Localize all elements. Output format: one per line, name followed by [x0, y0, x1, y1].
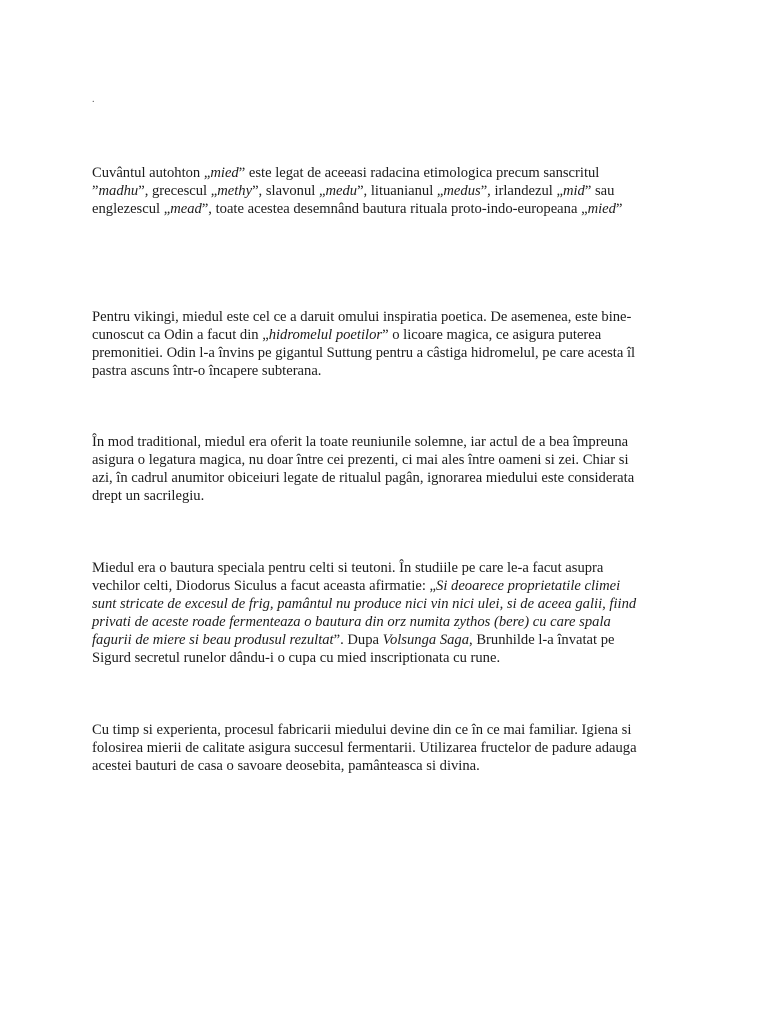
italic-text: mid: [562, 183, 585, 199]
italic-text: hidromelul poetilor: [268, 327, 383, 343]
text-line: [92, 559, 682, 577]
paragraph-vikings: [92, 308, 682, 380]
text-line: [92, 649, 682, 667]
text-segment: vechilor celti, Diodorus Siculus a facut aceasta afirmatie: „: [92, 578, 437, 594]
italic-text: privati de aceste roade fermenteaza o bautura din orz numita zythos (bere) cu care spala: [92, 614, 611, 630]
text-line: [92, 631, 682, 649]
text-segment: Miedul era o bautura speciala pentru celti si teutoni. În studiile pe care le-a facut asupra: [92, 560, 604, 576]
text-segment: premonitiei. Odin l-a învins pe gigantul Suttung pentru a câstiga hidromelul, pe care acesta îl: [92, 345, 636, 361]
text-segment: ” sau: [584, 183, 615, 199]
text-line: [92, 613, 682, 631]
italic-text: sunt stricate de excesul de frig, pamântul nu produce nici vin nici ulei, si de aceea galii, fiind: [92, 596, 637, 612]
text-segment: , Brunhilde l-a învatat pe: [469, 632, 615, 648]
page-marker: .: [92, 94, 95, 105]
text-segment: pastra ascuns într-o încapere subterana.: [92, 363, 322, 379]
text-segment: ”, slavonul „: [252, 183, 326, 199]
italic-text: mied: [587, 201, 616, 217]
text-line: [92, 308, 682, 326]
paragraph-etymology: [92, 164, 682, 218]
italic-text: Volsunga Saga: [382, 632, 470, 648]
text-segment: ”, irlandezul „: [480, 183, 563, 199]
italic-text: fagurii de miere si beau produsul rezultat: [92, 632, 334, 648]
italic-text: medu: [325, 183, 358, 199]
italic-text: mied: [210, 165, 239, 181]
text-line: [92, 362, 682, 380]
text-segment: Sigurd secretul runelor dându-i o cupa cu mied inscriptionata cu rune.: [92, 650, 501, 666]
text-line: [92, 164, 682, 182]
text-segment: ” o licoare magica, ce asigura puterea: [382, 327, 602, 343]
text-segment: ” este legat de aceeasi radacina etimologica precum sanscritul: [238, 165, 600, 181]
text-line: [92, 487, 682, 505]
text-line: [92, 739, 682, 757]
text-line: [92, 577, 682, 595]
text-line: [92, 451, 682, 469]
text-segment: ”, grecescul „: [138, 183, 218, 199]
text-segment: ”: [92, 183, 99, 199]
text-line: [92, 595, 682, 613]
text-segment: drept un sacrilegiu.: [92, 488, 205, 504]
text-segment: azi, în cadrul anumitor obiceiuri legate de ritualul pagân, ignorarea miedului este considerata: [92, 470, 635, 486]
text-line: [92, 182, 682, 200]
text-segment: asigura o legatura magica, nu doar între cei prezenti, ci mai ales între oameni si zei. Chiar si: [92, 452, 629, 468]
text-line: [92, 433, 682, 451]
italic-text: medus: [443, 183, 481, 199]
italic-text: mead: [170, 201, 202, 217]
text-segment: cunoscut ca Odin a facut din „: [92, 327, 269, 343]
text-segment: ”, lituanianul „: [357, 183, 444, 199]
text-line: [92, 326, 682, 344]
paragraph-fabrication: [92, 721, 682, 775]
text-segment: În mod traditional, miedul era oferit la toate reuniunile solemne, iar actul de a bea împreuna: [92, 434, 629, 450]
paragraph-tradition: [92, 433, 682, 505]
text-line: [92, 757, 682, 775]
text-segment: Cu timp si experienta, procesul fabricarii miedului devine din ce în ce mai familiar. Igiena si: [92, 722, 632, 738]
italic-text: Si deoarece proprietatile climei: [436, 578, 621, 594]
italic-text: methy: [217, 183, 253, 199]
text-segment: ”: [615, 201, 623, 217]
text-segment: Pentru vikingi, miedul este cel ce a daruit omului inspiratia poetica. De asemenea, este bine-: [92, 309, 632, 325]
text-line: [92, 344, 682, 362]
italic-text: madhu: [98, 183, 139, 199]
text-segment: ”. Dupa: [333, 632, 383, 648]
text-line: [92, 721, 682, 739]
paragraph-celts-teutons: [92, 559, 682, 667]
text-segment: folosirea mierii de calitate asigura succesul fermentarii. Utilizarea fructelor de padure adauga: [92, 740, 637, 756]
text-segment: acestei bauturi de casa o savoare deosebita, pamânteasca si divina.: [92, 758, 480, 774]
text-segment: englezescul „: [92, 201, 171, 217]
text-segment: ”, toate acestea desemnând bautura rituala proto-indo-europeana „: [201, 201, 588, 217]
text-segment: Cuvântul autohton „: [92, 165, 211, 181]
text-line: [92, 200, 682, 218]
text-line: [92, 469, 682, 487]
